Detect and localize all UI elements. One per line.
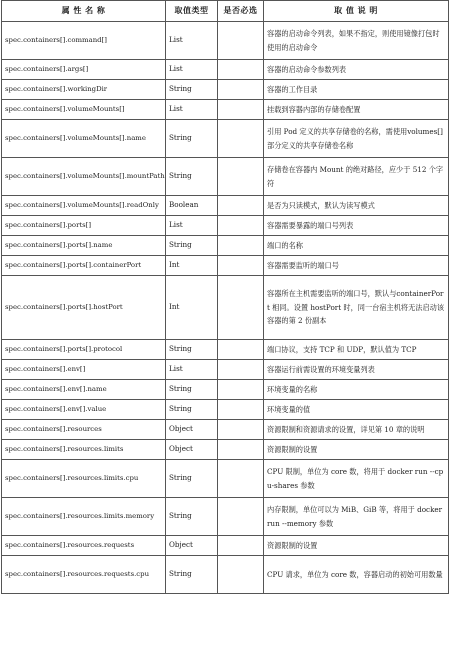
- cell-description: 容器的工作目录: [264, 80, 449, 100]
- cell-value-type: List: [166, 60, 218, 80]
- cell-property-name: spec.containers[].env[].name: [2, 380, 166, 400]
- cell-property-name: spec.containers[].resources.requests.cpu: [2, 556, 166, 594]
- cell-required: [218, 400, 264, 420]
- table-row: [2, 80, 449, 100]
- cell-property-name: spec.containers[].volumeMounts[].readOnly: [2, 196, 166, 216]
- cell-description: 是否为只读模式，默认为读写模式: [264, 196, 449, 216]
- table-row: [2, 60, 449, 80]
- cell-property-name: spec.containers[].workingDir: [2, 80, 166, 100]
- cell-property-name: spec.containers[].env[]: [2, 360, 166, 380]
- cell-property-name: spec.containers[].ports[].containerPort: [2, 256, 166, 276]
- cell-value-type: List: [166, 360, 218, 380]
- cell-property-name: spec.containers[].command[]: [2, 22, 166, 60]
- cell-required: [218, 380, 264, 400]
- parameter-table: [1, 0, 449, 594]
- cell-required: [218, 216, 264, 236]
- cell-required: [218, 100, 264, 120]
- cell-required: [218, 158, 264, 196]
- cell-value-type: Object: [166, 440, 218, 460]
- cell-property-name: spec.containers[].args[]: [2, 60, 166, 80]
- cell-description: 容器需要暴露的端口号列表: [264, 216, 449, 236]
- cell-description: 挂载到容器内部的存储卷配置: [264, 100, 449, 120]
- table-row: [2, 556, 449, 594]
- cell-property-name: spec.containers[].resources: [2, 420, 166, 440]
- cell-value-type: String: [166, 236, 218, 256]
- cell-property-name: spec.containers[].ports[].name: [2, 236, 166, 256]
- cell-value-type: Object: [166, 420, 218, 440]
- table-row: [2, 340, 449, 360]
- cell-value-type: List: [166, 100, 218, 120]
- cell-description: 容器的启动命令列表，如果不指定，则使用镜像打包时使用的启动命令: [264, 22, 449, 60]
- cell-description: CPU 请求，单位为 core 数，容器启动的初始可用数量: [264, 556, 449, 594]
- cell-required: [218, 236, 264, 256]
- cell-property-name: spec.containers[].env[].value: [2, 400, 166, 420]
- cell-value-type: String: [166, 400, 218, 420]
- cell-value-type: Int: [166, 256, 218, 276]
- cell-property-name: spec.containers[].ports[]: [2, 216, 166, 236]
- cell-property-name: spec.containers[].resources.limits: [2, 440, 166, 460]
- cell-description: 容器运行前需设置的环境变量列表: [264, 360, 449, 380]
- cell-description: 引用 Pod 定义的共享存储卷的名称，需使用volumes[]部分定义的共享存储卷名称: [264, 120, 449, 158]
- table-row: [2, 256, 449, 276]
- cell-description: 资源限制和资源请求的设置，详见第 10 章的说明: [264, 420, 449, 440]
- cell-required: [218, 256, 264, 276]
- cell-required: [218, 498, 264, 536]
- table-row: [2, 460, 449, 498]
- cell-value-type: Int: [166, 276, 218, 340]
- cell-required: [218, 120, 264, 158]
- cell-property-name: spec.containers[].ports[].protocol: [2, 340, 166, 360]
- cell-required: [218, 340, 264, 360]
- cell-description: 端口协议，支持 TCP 和 UDP，默认值为 TCP: [264, 340, 449, 360]
- cell-description: 存储卷在容器内 Mount 的绝对路径，应少于 512 个字符: [264, 158, 449, 196]
- cell-value-type: String: [166, 120, 218, 158]
- cell-required: [218, 60, 264, 80]
- table-row: [2, 22, 449, 60]
- cell-required: [218, 460, 264, 498]
- table-row: [2, 216, 449, 236]
- cell-description: CPU 限制，单位为 core 数，将用于 docker run --cpu-shares 参数: [264, 460, 449, 498]
- cell-value-type: Object: [166, 536, 218, 556]
- cell-description: 容器的启动命令参数列表: [264, 60, 449, 80]
- table-row: [2, 276, 449, 340]
- table-row: [2, 100, 449, 120]
- cell-value-type: Boolean: [166, 196, 218, 216]
- table-row: [2, 360, 449, 380]
- cell-required: [218, 196, 264, 216]
- cell-description: 资源限制的设置: [264, 536, 449, 556]
- cell-property-name: spec.containers[].resources.limits.cpu: [2, 460, 166, 498]
- cell-required: [218, 22, 264, 60]
- table-row: [2, 440, 449, 460]
- table-row: [2, 400, 449, 420]
- cell-required: [218, 556, 264, 594]
- table-row: [2, 498, 449, 536]
- cell-value-type: String: [166, 498, 218, 536]
- cell-required: [218, 276, 264, 340]
- cell-property-name: spec.containers[].ports[].hostPort: [2, 276, 166, 340]
- cell-required: [218, 360, 264, 380]
- cell-value-type: String: [166, 556, 218, 594]
- cell-required: [218, 80, 264, 100]
- header-value-type: 取值类型: [166, 1, 218, 22]
- cell-value-type: List: [166, 22, 218, 60]
- table-row: [2, 536, 449, 556]
- cell-description: 容器需要监听的端口号: [264, 256, 449, 276]
- cell-required: [218, 440, 264, 460]
- table-row: [2, 158, 449, 196]
- cell-value-type: String: [166, 340, 218, 360]
- cell-property-name: spec.containers[].resources.requests: [2, 536, 166, 556]
- cell-description: 环境变量的值: [264, 400, 449, 420]
- cell-value-type: String: [166, 158, 218, 196]
- header-property-name: 属 性 名 称: [2, 1, 166, 22]
- cell-value-type: List: [166, 216, 218, 236]
- header-description: 取 值 说 明: [264, 1, 449, 22]
- cell-description: 端口的名称: [264, 236, 449, 256]
- cell-description: 内存限制，单位可以为 MiB、GiB 等，将用于 docker run --memory 参数: [264, 498, 449, 536]
- cell-description: 环境变量的名称: [264, 380, 449, 400]
- cell-required: [218, 536, 264, 556]
- parameter-table-page: [1, 0, 448, 594]
- table-row: [2, 420, 449, 440]
- cell-property-name: spec.containers[].volumeMounts[].name: [2, 120, 166, 158]
- table-row: [2, 380, 449, 400]
- cell-property-name: spec.containers[].volumeMounts[]: [2, 100, 166, 120]
- table-row: [2, 236, 449, 256]
- cell-value-type: String: [166, 80, 218, 100]
- cell-value-type: String: [166, 460, 218, 498]
- table-row: [2, 196, 449, 216]
- header-required: 是否必选: [218, 1, 264, 22]
- table-row: [2, 120, 449, 158]
- cell-required: [218, 420, 264, 440]
- cell-description: 资源限制的设置: [264, 440, 449, 460]
- cell-value-type: String: [166, 380, 218, 400]
- cell-description: 容器所在主机需要监听的端口号，默认与containerPort 相同。设置 hostPort 时，同一台宿主机将无法启动该容器的第 2 份副本: [264, 276, 449, 340]
- cell-property-name: spec.containers[].volumeMounts[].mountPath: [2, 158, 166, 196]
- table-header-row: [2, 1, 449, 22]
- cell-property-name: spec.containers[].resources.limits.memory: [2, 498, 166, 536]
